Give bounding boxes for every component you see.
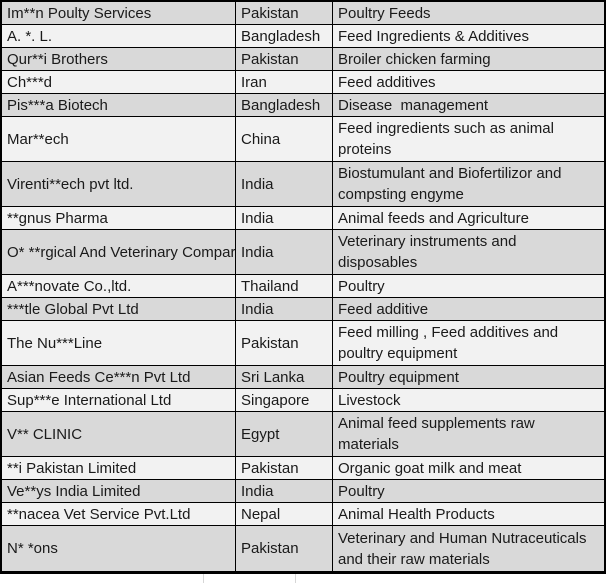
country-cell[interactable]: Pakistan — [236, 457, 333, 479]
business-cell[interactable]: Animal Health Products — [338, 505, 495, 523]
country-cell[interactable]: India — [236, 207, 333, 229]
table-row — [2, 480, 604, 503]
country-cell[interactable]: Nepal — [236, 503, 333, 525]
business-cell[interactable]: Disease management — [338, 96, 489, 114]
country-cell[interactable]: Singapore — [236, 389, 333, 411]
business-cell[interactable]: Poultry Feeds — [338, 4, 431, 22]
company-cell[interactable]: N* *ons — [2, 526, 236, 571]
company-cell[interactable]: Virenti**ech pvt ltd. — [2, 162, 236, 206]
company-cell[interactable]: The Nu***Line — [2, 321, 236, 365]
company-cell[interactable]: Pis***a Biotech — [2, 94, 236, 116]
company-cell[interactable]: Sup***e International Ltd — [2, 389, 236, 411]
table-row — [2, 275, 604, 298]
table-row — [2, 25, 604, 48]
country-cell[interactable]: Iran — [236, 71, 333, 93]
country-cell[interactable]: Egypt — [236, 412, 333, 456]
business-cell[interactable]: Feed milling , Feed additives and poultry equipment — [338, 324, 563, 362]
company-cell[interactable]: Ch***d — [2, 71, 236, 93]
gridline — [295, 574, 296, 583]
business-cell[interactable]: Poultry equipment — [338, 368, 459, 386]
business-cell[interactable]: Organic goat milk and meat — [338, 459, 522, 477]
country-cell[interactable]: Pakistan — [236, 48, 333, 70]
table-row — [2, 71, 604, 94]
business-cell[interactable]: Livestock — [338, 391, 401, 409]
country-cell[interactable]: Bangladesh — [236, 94, 333, 116]
country-cell[interactable]: Pakistan — [236, 2, 333, 24]
table-row — [2, 389, 604, 412]
business-cell[interactable]: Poultry — [338, 482, 385, 500]
sheet-gridline-strip — [0, 574, 606, 583]
table-row — [2, 412, 604, 457]
company-cell[interactable]: O* **rgical And Veterinary Compar — [2, 230, 236, 274]
country-cell[interactable]: India — [236, 298, 333, 320]
table-row — [2, 526, 604, 571]
country-cell[interactable]: India — [236, 162, 333, 206]
table-row — [2, 94, 604, 117]
table-row — [2, 321, 604, 366]
business-cell[interactable]: Veterinary instruments and disposables — [338, 233, 521, 271]
business-cell[interactable]: Feed Ingredients & Additives — [338, 27, 529, 45]
table-row — [2, 48, 604, 71]
company-cell[interactable]: A***novate Co.,ltd. — [2, 275, 236, 297]
country-cell[interactable]: Pakistan — [236, 321, 333, 365]
country-cell[interactable]: Pakistan — [236, 526, 333, 571]
table-row — [2, 162, 604, 207]
company-cell[interactable]: Im**n Poulty Services — [2, 2, 236, 24]
company-cell[interactable]: A. *. L. — [2, 25, 236, 47]
company-cell[interactable]: Qur**i Brothers — [2, 48, 236, 70]
table-row — [2, 117, 604, 162]
business-cell[interactable]: Animal feed supplements raw materials — [338, 415, 539, 453]
table-row — [2, 457, 604, 480]
country-cell[interactable]: India — [236, 230, 333, 274]
business-cell[interactable]: Biostumulant and Biofertilizor and compsting engyme — [338, 165, 566, 203]
business-cell[interactable]: Veterinary and Human Nutraceuticals and their raw materials — [338, 529, 591, 568]
company-cell[interactable]: ***tle Global Pvt Ltd — [2, 298, 236, 320]
business-cell[interactable]: Feed ingredients such as animal proteins — [338, 120, 559, 158]
table-row — [2, 366, 604, 389]
table-row — [2, 230, 604, 275]
company-cell[interactable]: Asian Feeds Ce***n Pvt Ltd — [2, 366, 236, 388]
business-cell[interactable]: Broiler chicken farming — [338, 50, 491, 68]
company-cell[interactable]: **gnus Pharma — [2, 207, 236, 229]
company-cell[interactable]: Ve**ys India Limited — [2, 480, 236, 502]
table-row — [2, 207, 604, 230]
table-row — [2, 2, 604, 25]
gridline — [203, 574, 204, 583]
table-row — [2, 298, 604, 321]
country-cell[interactable]: Sri Lanka — [236, 366, 333, 388]
company-cell[interactable]: Mar**ech — [2, 117, 236, 161]
business-cell[interactable]: Poultry — [338, 277, 385, 295]
business-cell[interactable]: Animal feeds and Agriculture — [338, 209, 529, 227]
company-cell[interactable]: V** CLINIC — [2, 412, 236, 456]
business-cell[interactable]: Feed additives — [338, 73, 436, 91]
country-cell[interactable]: Thailand — [236, 275, 333, 297]
country-cell[interactable]: India — [236, 480, 333, 502]
country-cell[interactable]: Bangladesh — [236, 25, 333, 47]
business-cell[interactable]: Feed additive — [338, 300, 429, 318]
country-cell[interactable]: China — [236, 117, 333, 161]
company-cell[interactable]: **i Pakistan Limited — [2, 457, 236, 479]
company-cell[interactable]: **nacea Vet Service Pvt.Ltd — [2, 503, 236, 525]
table-row — [2, 503, 604, 526]
